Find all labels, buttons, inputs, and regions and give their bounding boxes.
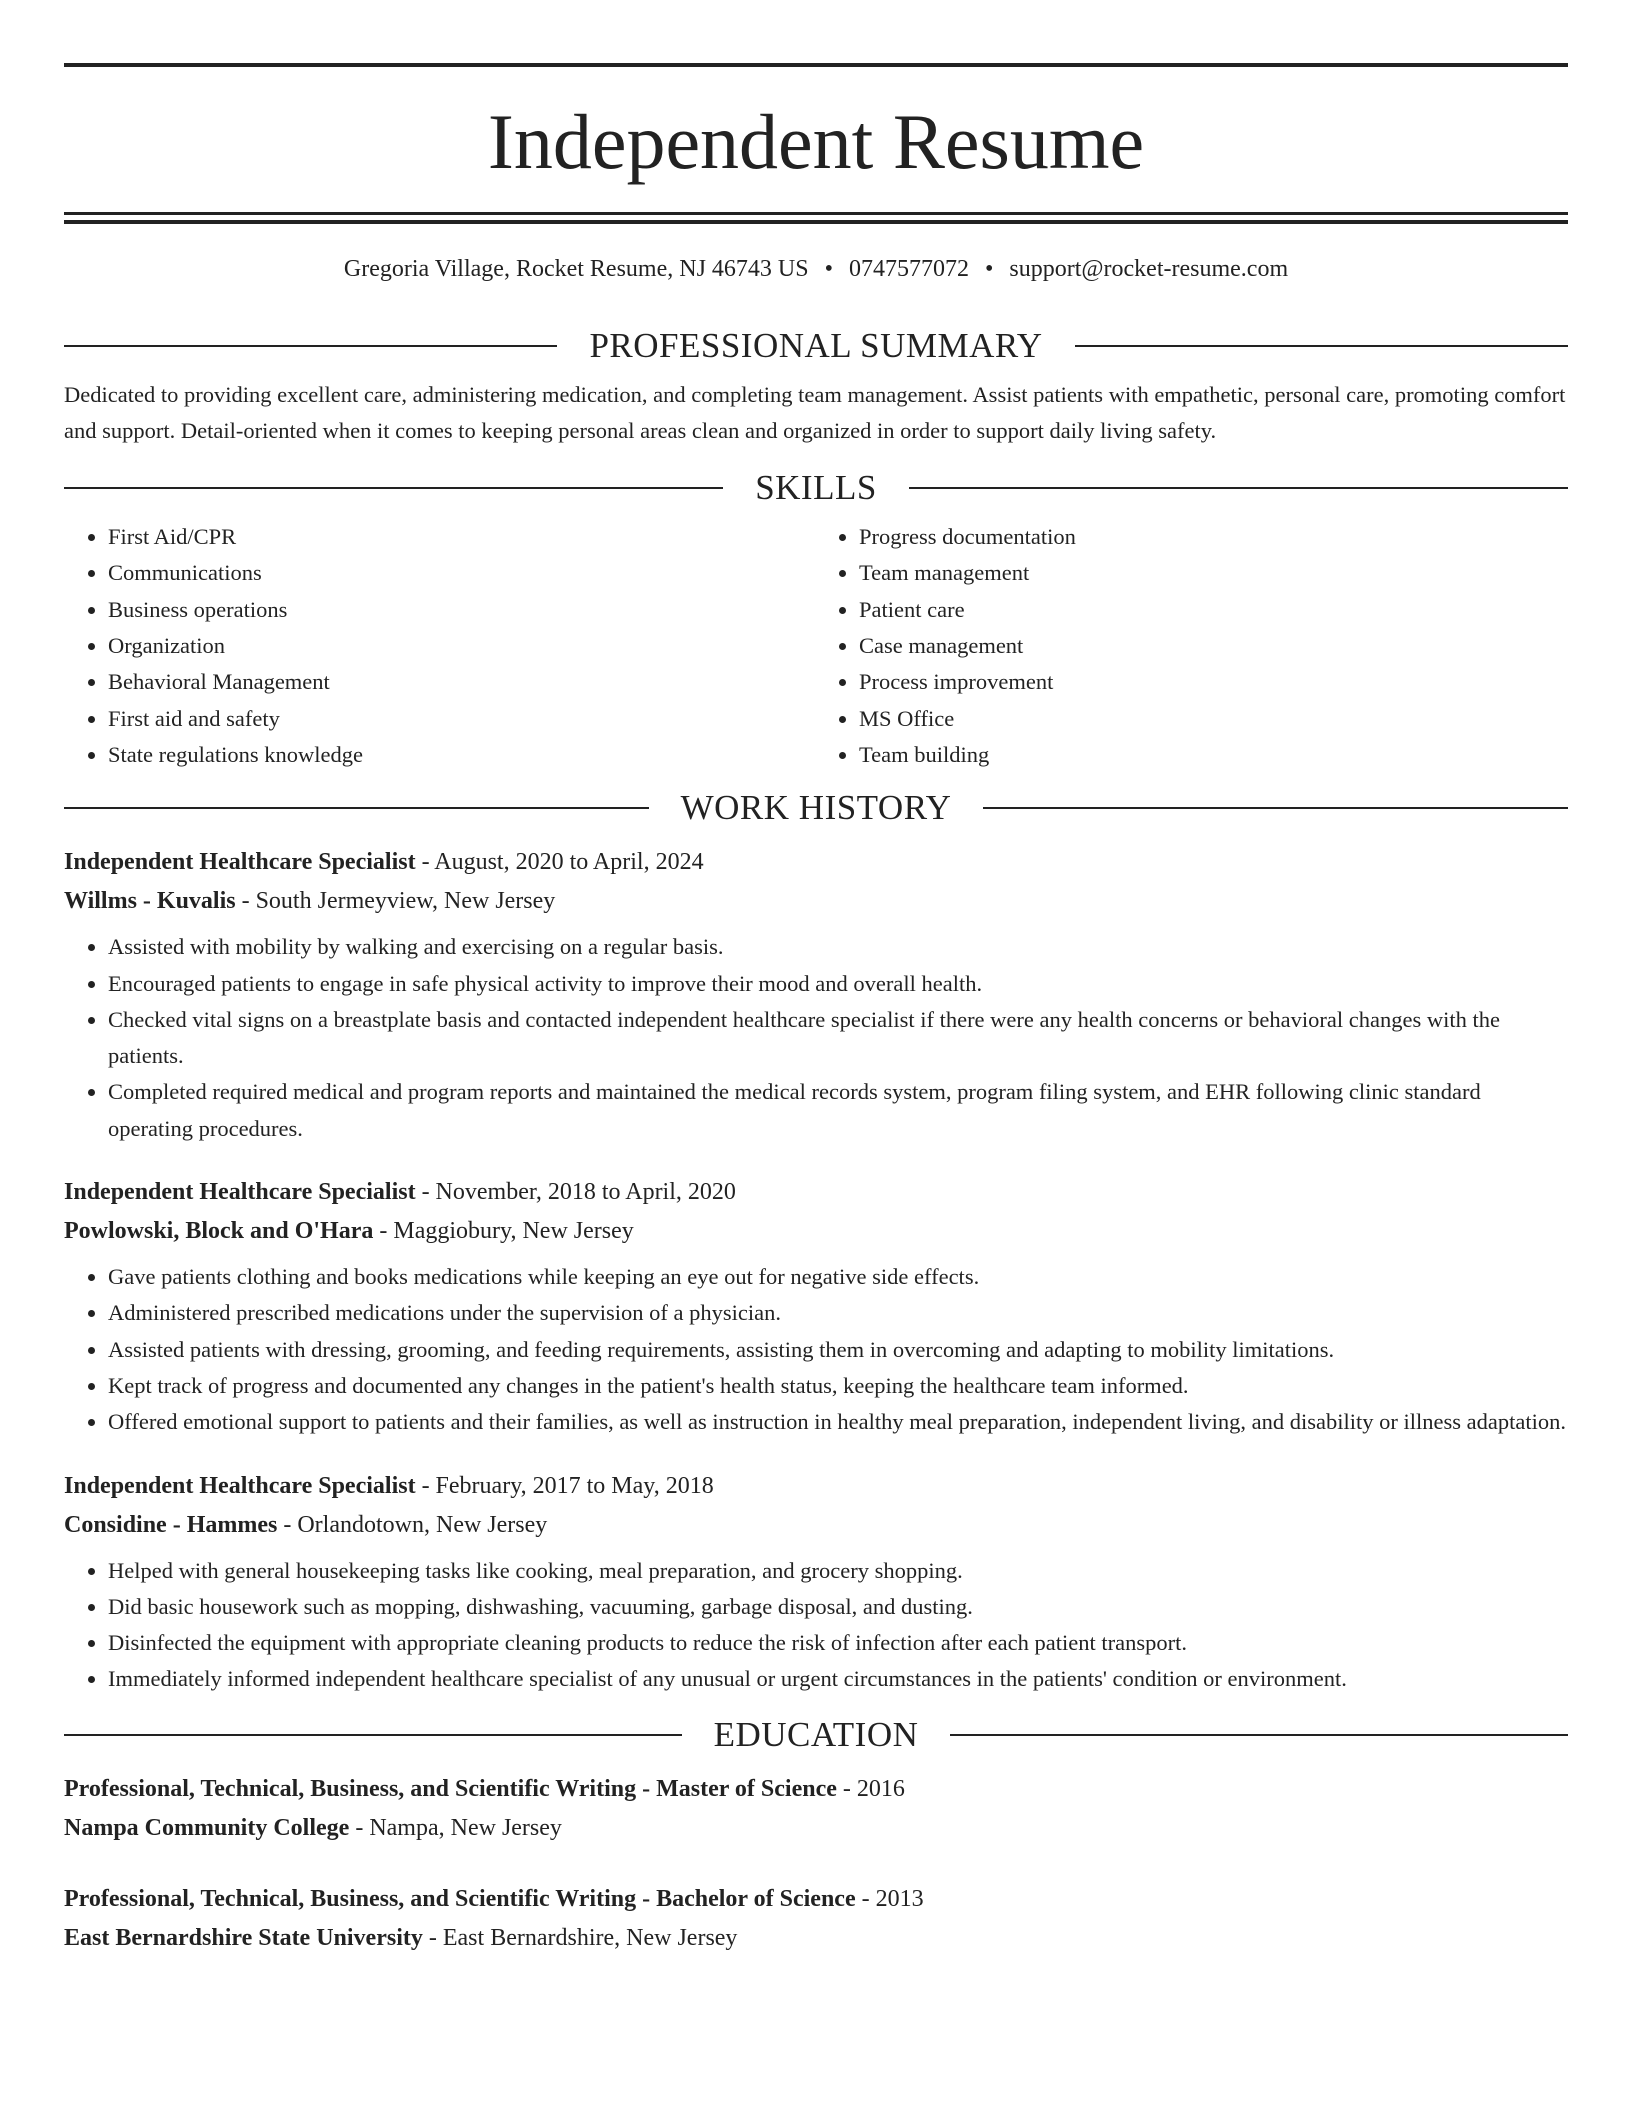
- education-school-line: [64, 1919, 1568, 1958]
- job-duty: • Gave patients clothing and books medications while keeping an eye out for negative side effects.: [108, 1259, 1568, 1295]
- job-entry: [64, 1467, 1568, 1698]
- section-heading-summary: [64, 325, 1568, 367]
- job-company-line: [64, 1212, 1568, 1251]
- skill-item: • Team management: [859, 555, 1568, 591]
- contact-separator: •: [824, 256, 834, 282]
- job-duty: • Assisted with mobility by walking and exercising on a regular basis.: [108, 929, 1568, 965]
- job-title: Independent Healthcare Specialist: [64, 1179, 416, 1206]
- job-duty: • Assisted patients with dressing, grooming, and feeding requirements, assisting them in overcoming and adapting to mobility limitations.: [108, 1332, 1568, 1368]
- job-title-line: [64, 1173, 1568, 1212]
- job-entry: [64, 1173, 1568, 1440]
- top-rule: [64, 63, 1568, 67]
- contact-address: Gregoria Village, Rocket Resume, NJ 46743 US: [343, 256, 809, 282]
- contact-email: support@rocket-resume.com: [1009, 256, 1289, 282]
- job-location: - South Jermeyview, New Jersey: [235, 888, 556, 915]
- skill-item: • Process improvement: [859, 664, 1568, 700]
- job-duty: • Encouraged patients to engage in safe physical activity to improve their mood and overall health.: [108, 966, 1568, 1002]
- title-double-rule: [64, 212, 1568, 224]
- section-title: WORK HISTORY: [680, 788, 952, 828]
- job-duties: [64, 1553, 1568, 1698]
- heading-rule: [950, 1734, 1568, 1736]
- section-title: EDUCATION: [713, 1714, 919, 1754]
- education-school-line: [64, 1809, 1568, 1848]
- job-company-line: [64, 1506, 1568, 1545]
- job-location: - Maggiobury, New Jersey: [373, 1218, 634, 1245]
- job-title-line: [64, 1467, 1568, 1506]
- job-title-line: [64, 843, 1568, 882]
- professional-summary: Dedicated to providing excellent care, administering medication, and completing team management. Assist patients with empathetic, personal care, promoting comfort and support. Detail-oriented when it comes to keeping personal areas clean and organized in order to support daily living safety.: [64, 382, 1566, 444]
- skill-item: • First Aid/CPR: [108, 519, 817, 555]
- contact-line: [64, 254, 1568, 285]
- job-company-line: [64, 882, 1568, 921]
- job-entry: [64, 843, 1568, 1147]
- section-title: SKILLS: [755, 468, 877, 508]
- skills-column-right: [817, 519, 1568, 773]
- job-duties: [64, 1259, 1568, 1440]
- job-duties: [64, 929, 1568, 1147]
- education-year: - 2013: [855, 1885, 924, 1912]
- contact-separator: •: [985, 256, 994, 282]
- skill-item: • Behavioral Management: [108, 664, 817, 700]
- heading-rule: [64, 345, 557, 347]
- job-duty: • Helped with general housekeeping tasks like cooking, meal preparation, and grocery shopping.: [108, 1553, 1568, 1589]
- job-duty: • Completed required medical and program reports and maintained the medical records system, program filing system, and EHR following clinic standard operating procedures.: [108, 1074, 1568, 1147]
- education-location: - Nampa, New Jersey: [349, 1814, 562, 1841]
- education-degree-line: [64, 1770, 1568, 1809]
- skill-item: • MS Office: [859, 701, 1568, 737]
- education-year: - 2016: [836, 1775, 905, 1802]
- resume-page: [64, 0, 1568, 1958]
- education-school: Nampa Community College: [64, 1814, 350, 1841]
- heading-rule: [64, 807, 649, 809]
- job-dates: - February, 2017 to May, 2018: [415, 1472, 714, 1499]
- skill-item: • State regulations knowledge: [108, 737, 817, 773]
- skill-item: • Communications: [108, 555, 817, 591]
- job-duty: • Offered emotional support to patients and their families, as well as instruction in healthy meal preparation, independent living, and disability or illness adaptation.: [108, 1404, 1568, 1440]
- skill-item: • Business operations: [108, 592, 817, 628]
- skill-item: • Case management: [859, 628, 1568, 664]
- job-dates: - August, 2020 to April, 2024: [415, 849, 704, 876]
- education-school: East Bernardshire State University: [64, 1924, 423, 1951]
- heading-rule: [64, 1734, 682, 1736]
- heading-rule: [1075, 345, 1568, 347]
- skill-item: • Team building: [859, 737, 1568, 773]
- heading-rule: [909, 487, 1568, 489]
- job-company: Willms - Kuvalis: [64, 888, 236, 915]
- section-heading-skills: [64, 467, 1568, 509]
- education-degree-line: [64, 1880, 1568, 1919]
- job-location: - Orlandotown, New Jersey: [277, 1511, 548, 1538]
- section-title: PROFESSIONAL SUMMARY: [589, 326, 1043, 366]
- section-heading-education: [64, 1714, 1568, 1756]
- job-title: Independent Healthcare Specialist: [64, 849, 416, 876]
- skills-list: [64, 519, 1568, 773]
- education-degree: Professional, Technical, Business, and Scientific Writing - Bachelor of Science: [64, 1885, 856, 1912]
- job-duty: • Checked vital signs on a breastplate basis and contacted independent healthcare specialist if there were any health concerns or behavioral changes with the patients.: [108, 1002, 1568, 1075]
- section-heading-work-history: [64, 787, 1568, 829]
- skill-item: • Organization: [108, 628, 817, 664]
- skill-item: • Progress documentation: [859, 519, 1568, 555]
- resume-title: Independent Resume: [487, 98, 1145, 185]
- skill-item: • First aid and safety: [108, 701, 817, 737]
- heading-rule: [983, 807, 1568, 809]
- job-duty: • Disinfected the equipment with appropriate cleaning products to reduce the risk of infection after each patient transport.: [108, 1625, 1568, 1661]
- education-entry: [64, 1770, 1568, 1848]
- job-duty: • Administered prescribed medications under the supervision of a physician.: [108, 1295, 1568, 1331]
- contact-phone: 0747577072: [849, 256, 970, 282]
- skill-item: • Patient care: [859, 592, 1568, 628]
- skills-column-left: [64, 519, 817, 773]
- education-location: - East Bernardshire, New Jersey: [422, 1924, 738, 1951]
- job-title: Independent Healthcare Specialist: [64, 1472, 416, 1499]
- job-company: Considine - Hammes: [64, 1511, 278, 1538]
- job-duty: • Did basic housework such as mopping, dishwashing, vacuuming, garbage disposal, and dusting.: [108, 1589, 1568, 1625]
- job-dates: - November, 2018 to April, 2020: [415, 1179, 736, 1206]
- job-company: Powlowski, Block and O'Hara: [64, 1218, 374, 1245]
- heading-rule: [64, 487, 723, 489]
- job-duty: • Immediately informed independent healthcare specialist of any unusual or urgent circumstances in the patients' condition or environment.: [108, 1661, 1568, 1697]
- education-degree: Professional, Technical, Business, and Scientific Writing - Master of Science: [64, 1775, 837, 1802]
- job-duty: • Kept track of progress and documented any changes in the patient's health status, keeping the healthcare team informed.: [108, 1368, 1568, 1404]
- education-entry: [64, 1880, 1568, 1958]
